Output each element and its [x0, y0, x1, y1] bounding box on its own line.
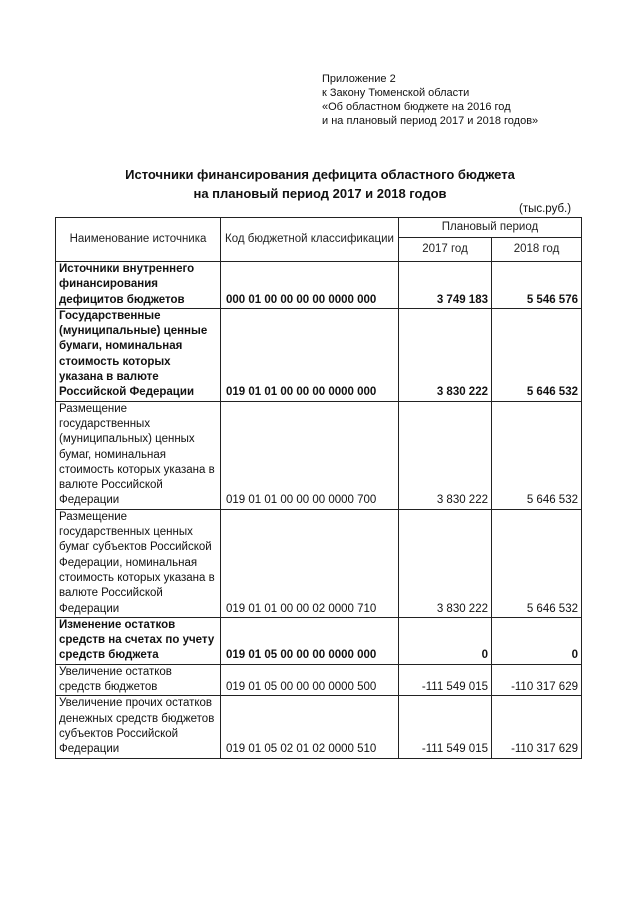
title-line-2: на плановый период 2017 и 2018 годов [193, 186, 447, 201]
financing-sources-table [55, 217, 582, 759]
table-row [56, 401, 582, 509]
table-row [56, 664, 582, 696]
row-budget-code: 019 01 05 00 00 00 0000 500 [221, 664, 399, 696]
row-value-2018: -110 317 629 [492, 696, 582, 758]
row-source-name: Государственные (муниципальные) ценные бумаги, номинальная стоимость которых указана в валюте Российской Федерации [56, 308, 221, 401]
appendix-line: и на плановый период 2017 и 2018 годов» [322, 115, 539, 127]
row-budget-code: 019 01 05 00 00 00 0000 000 [221, 617, 399, 664]
header-year-2017: 2017 год [399, 238, 492, 262]
table-row [56, 308, 582, 401]
row-value-2017: -111 549 015 [399, 696, 492, 758]
row-value-2017: 3 830 222 [399, 401, 492, 509]
row-source-name: Размещение государственных (муниципальных) ценных бумаг, номинальная стоимость которых указана в валюте Российской Федерации [56, 401, 221, 509]
title-line-1: Источники финансирования дефицита областного бюджета [125, 167, 515, 182]
header-year-2018: 2018 год [492, 238, 582, 262]
appendix-line: к Закону Тюменской области [322, 87, 470, 99]
appendix-line: «Об областном бюджете на 2016 год [322, 101, 511, 113]
header-planned-period: Плановый период [399, 218, 582, 238]
header-source-name: Наименование источника [56, 218, 221, 262]
document-title [0, 165, 640, 203]
row-value-2017: 3 749 183 [399, 262, 492, 309]
table-row [56, 696, 582, 758]
row-budget-code: 019 01 01 00 00 02 0000 710 [221, 509, 399, 617]
row-value-2017: -111 549 015 [399, 664, 492, 696]
table-row [56, 617, 582, 664]
header-budget-code: Код бюджетной классификации [221, 218, 399, 262]
row-value-2018: -110 317 629 [492, 664, 582, 696]
row-value-2017: 3 830 222 [399, 308, 492, 401]
row-budget-code: 019 01 01 00 00 00 0000 700 [221, 401, 399, 509]
row-value-2018: 5 546 576 [492, 262, 582, 309]
row-value-2018: 5 646 532 [492, 308, 582, 401]
row-value-2017: 3 830 222 [399, 509, 492, 617]
row-value-2018: 5 646 532 [492, 401, 582, 509]
row-value-2017: 0 [399, 617, 492, 664]
units-label: (тыс.руб.) [519, 203, 572, 215]
row-source-name: Источники внутреннего финансирования дефицитов бюджетов [56, 262, 221, 309]
row-value-2018: 0 [492, 617, 582, 664]
row-budget-code: 019 01 01 00 00 00 0000 000 [221, 308, 399, 401]
row-value-2018: 5 646 532 [492, 509, 582, 617]
row-budget-code: 019 01 05 02 01 02 0000 510 [221, 696, 399, 758]
row-source-name: Размещение государственных ценных бумаг субъектов Российской Федерации, номинальная стоимость которых указана в валюте Российской Федерации [56, 509, 221, 617]
appendix-note [322, 72, 538, 128]
row-budget-code: 000 01 00 00 00 00 0000 000 [221, 262, 399, 309]
row-source-name: Увеличение остатков средств бюджетов [56, 664, 221, 696]
row-source-name: Увеличение прочих остатков денежных средств бюджетов субъектов Российской Федерации [56, 696, 221, 758]
row-source-name: Изменение остатков средств на счетах по учету средств бюджета [56, 617, 221, 664]
table-body [56, 262, 582, 759]
appendix-line: Приложение 2 [322, 73, 396, 85]
table-row [56, 509, 582, 617]
table-row [56, 262, 582, 309]
